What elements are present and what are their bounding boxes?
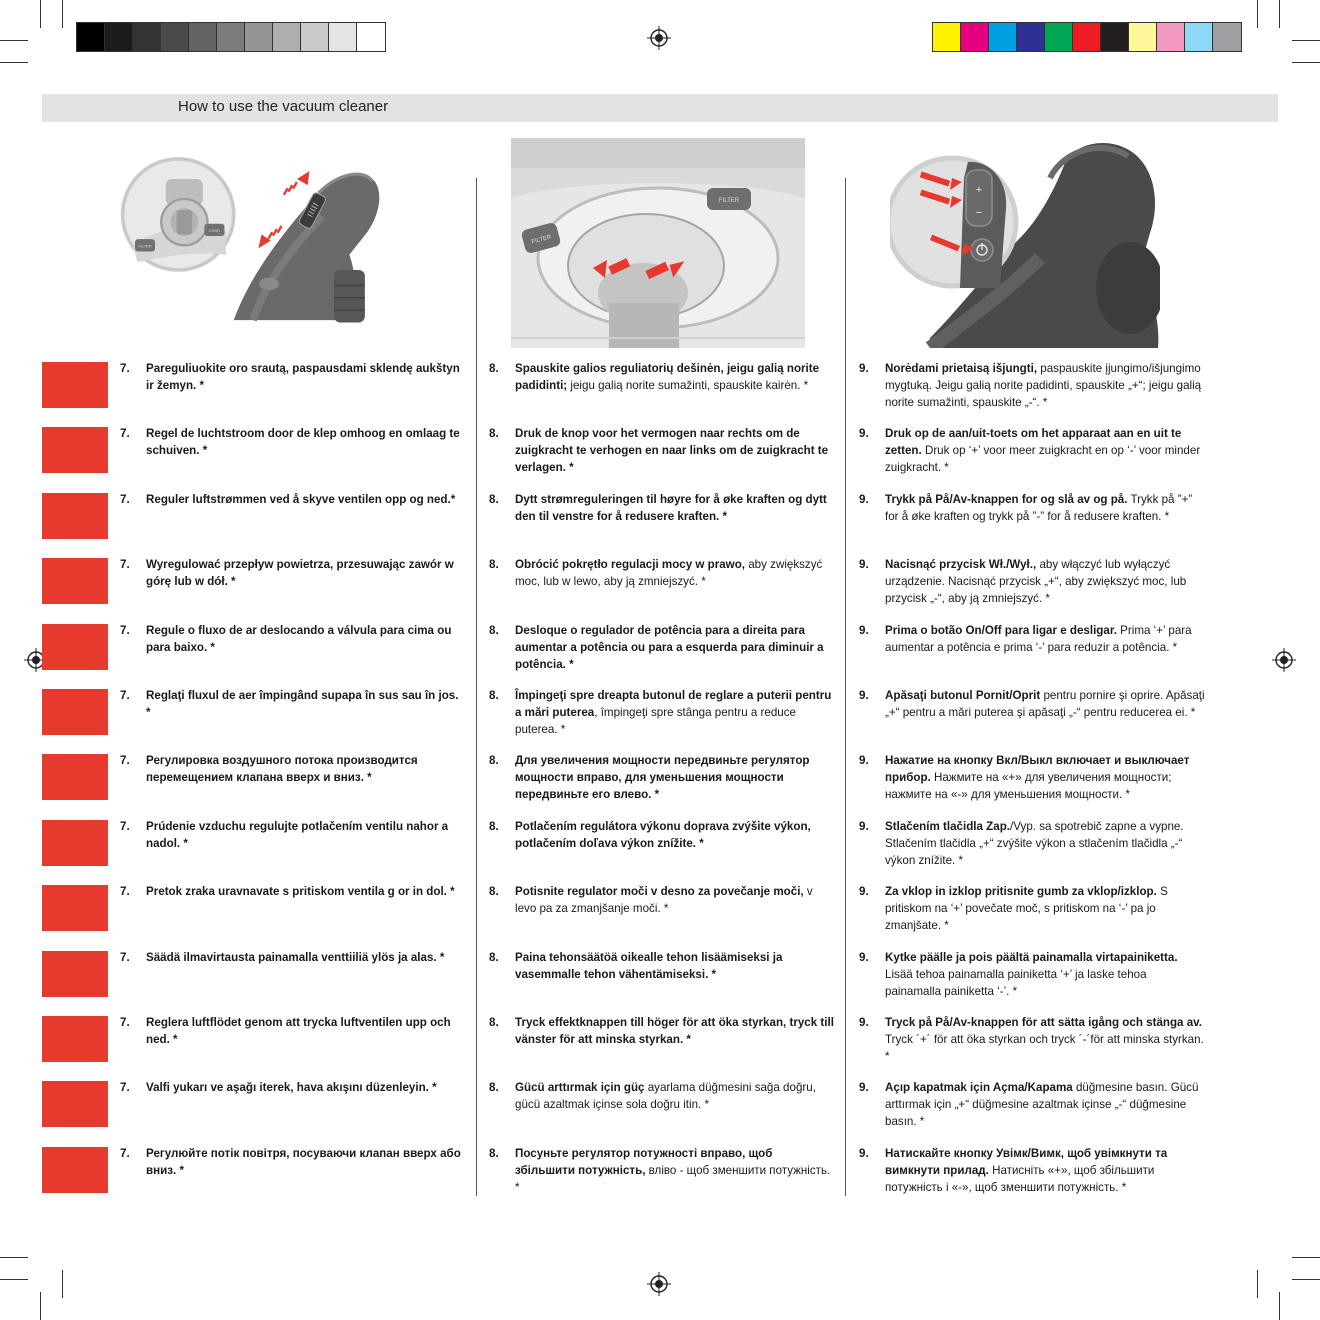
color-swatch bbox=[133, 23, 161, 51]
step-text-bold: Regel de luchtstroom door de klep omhoog en omlaag te schuiven. * bbox=[146, 427, 460, 457]
step-number: 9. bbox=[859, 427, 869, 440]
step-text bbox=[146, 491, 466, 508]
color-swatch bbox=[933, 23, 961, 51]
step-number: 8. bbox=[489, 362, 499, 375]
svg-text:FILTER: FILTER bbox=[718, 198, 740, 204]
step-text bbox=[146, 687, 466, 721]
step-text-regular: ayarlama düğmesini sağa doğru, gücü azaltmak içinse sola doğru itin. * bbox=[515, 1081, 816, 1111]
step-text bbox=[885, 425, 1205, 476]
step-text-bold: Reglera luftflödet genom att trycka luftventilen upp och ned. * bbox=[146, 1016, 451, 1046]
crop-mark bbox=[0, 62, 28, 63]
step-text-bold: Prima o botão On/Off para ligar e desligar. bbox=[885, 624, 1117, 637]
step-text bbox=[515, 360, 835, 394]
language-tab bbox=[42, 1147, 108, 1193]
step-text bbox=[515, 1014, 835, 1048]
language-tab bbox=[42, 951, 108, 997]
step-text-bold: Stlačením tlačidla Zap. bbox=[885, 820, 1010, 833]
color-swatch bbox=[161, 23, 189, 51]
step-text-bold: Za vklop in izklop pritisnite gumb za vklop/izklop. bbox=[885, 885, 1157, 898]
crop-mark bbox=[1279, 1292, 1280, 1320]
step-text bbox=[515, 622, 835, 673]
crop-mark bbox=[1292, 40, 1320, 41]
step-number: 7. bbox=[120, 754, 130, 767]
step-number: 9. bbox=[859, 754, 869, 767]
step-text-bold: Reguler luftstrømmen ved å skyve ventilen opp og ned.* bbox=[146, 493, 456, 506]
step-text-bold: Regule o fluxo de ar deslocando a válvula para cima ou para baixo. * bbox=[146, 624, 452, 654]
svg-text:FILTER: FILTER bbox=[530, 234, 553, 246]
step-number: 7. bbox=[120, 624, 130, 637]
step-text-bold: Kytke päälle ja pois päältä painamalla virtapainiketta. bbox=[885, 951, 1178, 964]
step-text bbox=[885, 687, 1205, 721]
step-text bbox=[515, 425, 835, 476]
handle-power-buttons-illustration bbox=[890, 138, 1160, 348]
step-text bbox=[515, 883, 835, 917]
step-text bbox=[885, 883, 1205, 934]
crop-mark bbox=[62, 1270, 63, 1298]
step-text bbox=[885, 752, 1205, 803]
column-divider bbox=[476, 178, 477, 1196]
step-text bbox=[515, 556, 835, 590]
handle-slider-illustration bbox=[118, 138, 388, 348]
step-text-bold: Açıp kapatmak için Açma/Kapama bbox=[885, 1081, 1073, 1094]
step-number: 9. bbox=[859, 1016, 869, 1029]
step-text bbox=[146, 949, 466, 966]
step-text-regular: jeigu galią norite sumažinti, spauskite kairėn. * bbox=[567, 379, 809, 392]
step-text bbox=[515, 687, 835, 738]
step-text-bold: Säädä ilmavirtausta painamalla venttiiliä ylös ja alas. * bbox=[146, 951, 445, 964]
step-number: 7. bbox=[120, 689, 130, 702]
registration-mark-icon bbox=[647, 1272, 671, 1296]
step-text bbox=[885, 360, 1205, 411]
step-number: 9. bbox=[859, 493, 869, 506]
crop-mark bbox=[0, 1279, 28, 1280]
color-swatch bbox=[1101, 23, 1129, 51]
step-number: 7. bbox=[120, 558, 130, 571]
step-text-bold: Tryck effektknappen till höger för att öka styrkan, tryck till vänster för att minska styrkan. * bbox=[515, 1016, 834, 1046]
step-text bbox=[885, 622, 1205, 656]
step-text-regular: Натисніть «+», щоб збільшити потужність і «-», щоб зменшити потужність. * bbox=[885, 1164, 1155, 1194]
step-text-regular: /Vyp. sa spotrebič zapne a vypne. Stlačením tlačidla „+“ zvýšite výkon a stlačením tlačidla „-“ výkon znížite. * bbox=[885, 820, 1184, 867]
language-tab bbox=[42, 427, 108, 473]
step-text-bold: Potisnite regulator moči v desno za povečanje moči, bbox=[515, 885, 804, 898]
step-text bbox=[146, 1145, 466, 1179]
crop-mark bbox=[62, 0, 63, 28]
color-swatch bbox=[357, 23, 385, 51]
step-text-bold: Dytt strømreguleringen til høyre for å øke kraften og dytt den til venstre for å redusere kraften. * bbox=[515, 493, 827, 523]
step-text bbox=[146, 360, 466, 394]
step-text bbox=[885, 818, 1205, 869]
step-text-regular: aby włączyć lub wyłączyć urządzenie. Nacisnąć przycisk „+“, aby zwiększyć moc, lub przycisk „-“, aby ją zmniejszyć. * bbox=[885, 558, 1187, 605]
step-number: 7. bbox=[120, 493, 130, 506]
step-text-bold: Druk op de aan/uit-toets om het apparaat aan en uit te zetten. bbox=[885, 427, 1182, 457]
svg-text:CORD: CORD bbox=[208, 229, 221, 234]
step-text-bold: Trykk på På/Av-knappen for og slå av og på. bbox=[885, 493, 1128, 506]
step-number: 9. bbox=[859, 885, 869, 898]
step-number: 8. bbox=[489, 558, 499, 571]
step-text-regular: Нажмите на «+» для увеличения мощности; нажмите на «-» для уменьшения мощности. * bbox=[885, 771, 1172, 801]
step-text bbox=[515, 949, 835, 983]
step-number: 9. bbox=[859, 362, 869, 375]
step-number: 9. bbox=[859, 558, 869, 571]
step-number: 7. bbox=[120, 427, 130, 440]
step-text-bold: Посуньте регулятор потужності вправо, щоб збільшити потужність, bbox=[515, 1147, 773, 1177]
step-text-bold: Nacisnąć przycisk Wł./Wył., bbox=[885, 558, 1037, 571]
crop-mark bbox=[1257, 0, 1258, 28]
step-text-bold: Druk de knop voor het vermogen naar rechts om de zuigkracht te verhogen en naar links om de zuigkracht te verlagen. * bbox=[515, 427, 829, 474]
step-text-bold: Регулировка воздушного потока производится перемещением клапана вверх и вниз. * bbox=[146, 754, 418, 784]
step-text-regular: вліво - щоб зменшити потужність. * bbox=[515, 1164, 831, 1194]
step-text-regular: aby zwiększyć moc, lub w lewo, aby ją zmniejszyć. * bbox=[515, 558, 823, 588]
crop-mark bbox=[0, 1257, 28, 1258]
step-text-bold: Регулюйте потік повітря, посуваючи клапан вверх або вниз. * bbox=[146, 1147, 461, 1177]
step-text-regular: Druk op ‘+’ voor meer zuigkracht en op ‘-’ voor minder zuigkracht. * bbox=[885, 444, 1201, 474]
step-text-regular: S pritiskom na ‘+’ povečate moč, s pritiskom na ‘-’ pa jo zmanjšate. * bbox=[885, 885, 1168, 932]
color-swatch bbox=[217, 23, 245, 51]
language-tab bbox=[42, 754, 108, 800]
step-text-bold: Apăsaţi butonul Pornit/Oprit bbox=[885, 689, 1041, 702]
color-swatch bbox=[961, 23, 989, 51]
step-number: 8. bbox=[489, 427, 499, 440]
step-number: 7. bbox=[120, 951, 130, 964]
step-text-regular: Prima ‘+’ para aumentar a potência e prima ‘-’ para reduzir a potência. * bbox=[885, 624, 1192, 654]
step-number: 7. bbox=[120, 1081, 130, 1094]
svg-text:+: + bbox=[975, 184, 983, 196]
step-text bbox=[885, 949, 1205, 1000]
step-text-regular: düğmesine basın. Gücü arttırmak için „+“ düğmesine azaltmak içinse „-“ düğmesine basın. * bbox=[885, 1081, 1199, 1128]
step-number: 8. bbox=[489, 820, 499, 833]
step-text bbox=[885, 491, 1205, 525]
svg-text:−: − bbox=[975, 207, 983, 219]
step-text bbox=[146, 818, 466, 852]
step-number: 8. bbox=[489, 1147, 499, 1160]
step-number: 7. bbox=[120, 362, 130, 375]
color-swatch bbox=[1213, 23, 1241, 51]
crop-mark bbox=[1292, 1257, 1320, 1258]
step-text bbox=[146, 622, 466, 656]
color-swatch bbox=[1129, 23, 1157, 51]
color-swatch bbox=[1157, 23, 1185, 51]
color-swatch bbox=[301, 23, 329, 51]
step-text bbox=[515, 752, 835, 803]
step-text-regular: Tryck ´+´ för att öka styrkan och tryck ´-´för att minska styrkan. * bbox=[885, 1033, 1204, 1063]
color-swatch bbox=[989, 23, 1017, 51]
language-tab bbox=[42, 689, 108, 735]
column-divider bbox=[845, 178, 846, 1196]
crop-mark bbox=[1257, 1270, 1258, 1298]
color-swatch bbox=[273, 23, 301, 51]
step-text-regular: v levo pa za zmanjšanje moči. * bbox=[515, 885, 813, 915]
step-text-bold: Pretok zraka uravnavate s pritiskom ventila g or in dol. * bbox=[146, 885, 455, 898]
step-number: 7. bbox=[120, 885, 130, 898]
step-text-bold: Wyregulować przepływ powietrza, przesuwając zawór w górę lub w dół. * bbox=[146, 558, 454, 588]
step-number: 8. bbox=[489, 689, 499, 702]
step-text bbox=[146, 556, 466, 590]
svg-text:FILTER: FILTER bbox=[138, 244, 152, 249]
step-number: 7. bbox=[120, 820, 130, 833]
step-text bbox=[146, 1014, 466, 1048]
crop-mark bbox=[40, 1292, 41, 1320]
step-number: 8. bbox=[489, 885, 499, 898]
step-number: 9. bbox=[859, 820, 869, 833]
step-text bbox=[885, 1079, 1205, 1130]
step-number: 8. bbox=[489, 754, 499, 767]
step-text-bold: Pareguliuokite oro srautą, paspausdami sklendę aukštyn ir žemyn. * bbox=[146, 362, 460, 392]
step-text-regular: pentru pornire şi oprire. Apăsaţi „+“ pentru a mări puterea şi apăsaţi „-“ pentru reducerea ei. * bbox=[885, 689, 1205, 719]
language-tab bbox=[42, 493, 108, 539]
step-number: 9. bbox=[859, 1081, 869, 1094]
step-text-bold: Potlačením regulátora výkonu doprava zvýšite výkon, potlačením doľava výkon znížite. * bbox=[515, 820, 811, 850]
header-band bbox=[42, 94, 1278, 122]
step-text-bold: Obrócić pokrętło regulacji mocy w prawo, bbox=[515, 558, 746, 571]
step-text-bold: Norėdami prietaisą išjungti, bbox=[885, 362, 1038, 375]
step-text bbox=[146, 752, 466, 786]
language-tab bbox=[42, 558, 108, 604]
language-tab bbox=[42, 624, 108, 670]
step-text bbox=[515, 1079, 835, 1113]
crop-mark bbox=[1279, 0, 1280, 28]
language-tab bbox=[42, 1081, 108, 1127]
step-text bbox=[515, 491, 835, 525]
crop-mark bbox=[40, 0, 41, 28]
registration-mark-icon bbox=[647, 26, 671, 50]
step-text bbox=[515, 818, 835, 852]
step-text-bold: Натискайте кнопку Увімк/Вимк, щоб увімкнути та вимкнути прилад. bbox=[885, 1147, 1168, 1177]
step-number: 9. bbox=[859, 689, 869, 702]
step-number: 8. bbox=[489, 493, 499, 506]
color-swatch bbox=[1017, 23, 1045, 51]
step-number: 8. bbox=[489, 624, 499, 637]
crop-mark bbox=[1292, 1279, 1320, 1280]
step-text-bold: Împingeţi spre dreapta butonul de reglare a puterii pentru a mări puterea bbox=[515, 689, 832, 719]
step-text-bold: Tryck på På/Av-knappen för att sätta igång och stänga av. bbox=[885, 1016, 1202, 1029]
step-text bbox=[885, 1145, 1205, 1196]
step-number: 8. bbox=[489, 1081, 499, 1094]
step-text bbox=[146, 425, 466, 459]
gray-calibration-bar bbox=[76, 22, 386, 52]
step-text-bold: Reglaţi fluxul de aer împingând supapa în sus sau în jos. * bbox=[146, 689, 459, 719]
step-text-bold: Spauskite galios reguliatorių dešinėn, jeigu galią norite padidinti; bbox=[515, 362, 820, 392]
step-number: 8. bbox=[489, 951, 499, 964]
step-text-bold: Для увеличения мощности передвиньте регулятор мощности вправо, для уменьшения мощности передвиньте его влево. * bbox=[515, 754, 810, 801]
crop-mark bbox=[0, 40, 28, 41]
step-text-regular: Lisää tehoa painamalla painiketta ‘+’ ja laske tehoa painamalla painiketta ‘-’. * bbox=[885, 968, 1147, 998]
step-text-bold: Gücü arttırmak için güç bbox=[515, 1081, 645, 1094]
step-number: 7. bbox=[120, 1016, 130, 1029]
color-swatch bbox=[77, 23, 105, 51]
color-swatch bbox=[245, 23, 273, 51]
color-swatch bbox=[105, 23, 133, 51]
step-text bbox=[146, 883, 466, 900]
color-swatch bbox=[189, 23, 217, 51]
step-number: 9. bbox=[859, 951, 869, 964]
color-swatch bbox=[329, 23, 357, 51]
color-swatch bbox=[1045, 23, 1073, 51]
page-title: How to use the vacuum cleaner bbox=[178, 98, 389, 115]
step-text-bold: Valfi yukarı ve aşağı iterek, hava akışını düzenleyin. * bbox=[146, 1081, 437, 1094]
step-text bbox=[146, 1079, 466, 1096]
step-text-bold: Desloque o regulador de potência para a direita para aumentar a potência ou para a esquerda para diminuir a potência. * bbox=[515, 624, 824, 671]
step-number: 9. bbox=[859, 624, 869, 637]
color-calibration-bar bbox=[932, 22, 1242, 52]
color-swatch bbox=[1185, 23, 1213, 51]
language-tab bbox=[42, 362, 108, 408]
language-tab bbox=[42, 820, 108, 866]
language-tab bbox=[42, 1016, 108, 1062]
power-regulator-illustration bbox=[511, 138, 805, 348]
step-text-bold: Нажатие на кнопку Вкл/Выкл включает и выключает прибор. bbox=[885, 754, 1190, 784]
step-number: 8. bbox=[489, 1016, 499, 1029]
step-text bbox=[885, 1014, 1205, 1065]
step-text-bold: Paina tehonsäätöä oikealle tehon lisäämiseksi ja vasemmalle tehon vähentämiseksi. * bbox=[515, 951, 783, 981]
step-text-regular: paspauskite įjungimo/išjungimo mygtuką. Jeigu galią norite padidinti, spauskite „+“; jeigu galią norite sumažinti, spauskite „-“. * bbox=[885, 362, 1202, 409]
step-number: 9. bbox=[859, 1147, 869, 1160]
step-text bbox=[885, 556, 1205, 607]
step-text-regular: , împingeţi spre stânga pentru a reduce puterea. * bbox=[515, 706, 796, 736]
step-text-bold: Prúdenie vzduchu regulujte potlačením ventilu nahor a nadol. * bbox=[146, 820, 449, 850]
crop-mark bbox=[1292, 62, 1320, 63]
step-text bbox=[515, 1145, 835, 1196]
step-number: 7. bbox=[120, 1147, 130, 1160]
language-tab bbox=[42, 885, 108, 931]
color-swatch bbox=[1073, 23, 1101, 51]
registration-mark-icon bbox=[1272, 648, 1296, 672]
step-text-regular: Trykk på ”+” for å øke kraften og trykk på ”-” for å redusere kraften. * bbox=[885, 493, 1193, 523]
